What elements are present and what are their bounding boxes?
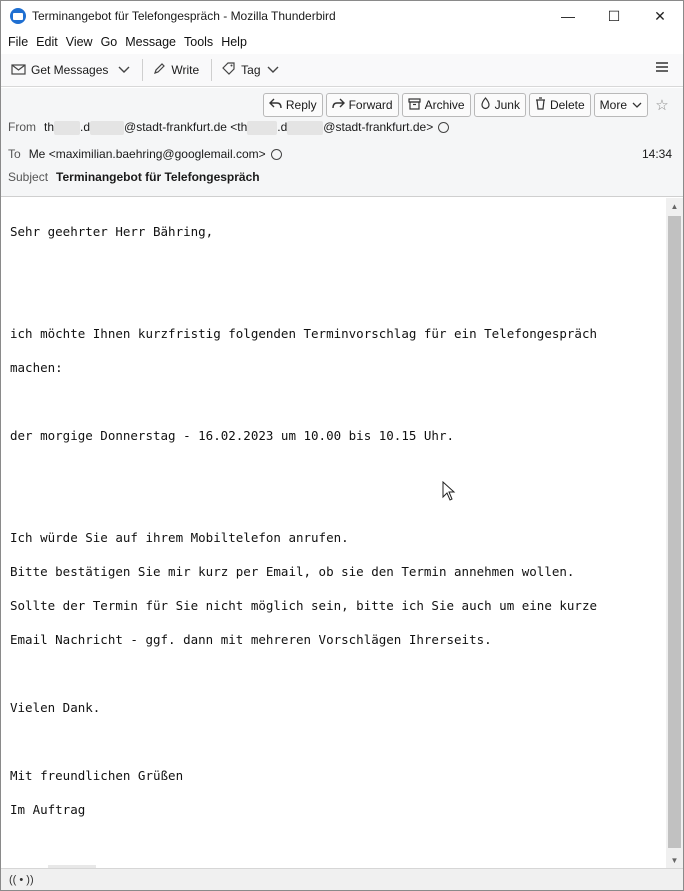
blank-line	[10, 393, 657, 410]
forward-arrow-icon	[332, 98, 345, 112]
body-line: Bitte bestätigen Sie mir kurz per Email, ob sie den Termin annehmen wollen.	[10, 564, 575, 579]
from-label: From	[8, 120, 36, 135]
from-prefix: th	[44, 120, 55, 134]
body-line: Vielen Dank.	[10, 700, 101, 715]
scroll-up-icon[interactable]: ▲	[670, 201, 679, 211]
thunderbird-logo-icon	[10, 8, 26, 24]
mouse-cursor-icon	[442, 481, 456, 501]
redaction-block	[54, 121, 80, 135]
more-button[interactable]	[594, 93, 648, 117]
from-mid: .d	[80, 120, 91, 134]
blank-line	[10, 665, 657, 682]
message-header-pane	[1, 88, 683, 197]
close-button[interactable]: ✕	[654, 7, 666, 24]
blank-line	[10, 257, 657, 274]
reply-label: Reply	[285, 98, 317, 112]
online-status-icon[interactable]: (( • ))	[9, 873, 34, 886]
window-controls	[545, 1, 683, 31]
from-value[interactable]	[44, 120, 433, 135]
message-body	[1, 198, 666, 868]
body-line: Ich würde Sie auf ihrem Mobiltelefon anrufen.	[10, 530, 349, 545]
toolbar-separator	[142, 59, 143, 81]
tag-icon	[222, 62, 236, 78]
subject-label: Subject	[8, 170, 49, 184]
menu-file[interactable]: File	[8, 35, 29, 49]
body-line: ich möchte Ihnen kurzfristig folgenden Terminvorschlag für ein Telefongespräch	[10, 326, 597, 341]
junk-flame-icon	[480, 97, 491, 113]
minimize-button[interactable]: —	[561, 8, 575, 24]
forward-button[interactable]	[326, 93, 399, 117]
status-bar	[1, 868, 683, 890]
app-menu-button[interactable]	[655, 60, 669, 78]
body-line: der morgige Donnerstag - 16.02.2023 um 10.00 bis 10.15 Uhr.	[10, 428, 455, 443]
from-domain: @stadt-frankfurt.de <th	[124, 120, 248, 134]
get-messages-dropdown[interactable]	[114, 57, 134, 83]
archive-label: Archive	[424, 98, 465, 112]
star-icon: ☆	[655, 97, 669, 114]
redaction-block	[90, 121, 124, 135]
scroll-thumb[interactable]	[668, 216, 681, 848]
delete-button[interactable]	[529, 93, 591, 117]
main-toolbar	[1, 54, 683, 87]
reply-button[interactable]	[263, 93, 323, 117]
body-line: machen:	[10, 360, 63, 375]
menu-tools[interactable]: Tools	[184, 35, 214, 49]
menu-edit[interactable]: Edit	[36, 35, 58, 49]
chevron-down-icon	[267, 63, 279, 77]
blank-line	[10, 461, 657, 478]
chevron-down-icon	[632, 98, 642, 112]
inbox-download-icon	[11, 62, 26, 78]
tag-label: Tag	[241, 63, 261, 77]
to-label: To	[8, 147, 21, 161]
pencil-icon	[153, 62, 166, 78]
body-line: Im Auftrag	[10, 802, 86, 817]
redaction-block	[247, 121, 277, 135]
redaction-block	[287, 121, 323, 135]
window-title: Terminangebot für Telefongespräch - Mozilla Thunderbird	[32, 9, 336, 23]
more-label: More	[599, 98, 627, 112]
hamburger-menu-icon	[655, 60, 669, 77]
get-messages-button[interactable]	[7, 57, 112, 83]
vertical-scrollbar[interactable]	[666, 198, 683, 868]
body-line: Mit freundlichen Grüßen	[10, 768, 184, 783]
contact-icon[interactable]	[438, 122, 449, 133]
to-value[interactable]: Me <maximilian.baehring@googlemail.com>	[28, 147, 266, 161]
delete-label: Delete	[549, 98, 585, 112]
tag-button[interactable]	[218, 57, 282, 83]
trash-icon	[535, 97, 546, 113]
title-bar	[1, 1, 683, 31]
scroll-down-icon[interactable]: ▼	[670, 855, 679, 865]
menu-help[interactable]: Help	[221, 35, 247, 49]
write-label: Write	[171, 63, 200, 77]
star-button[interactable]	[651, 93, 673, 117]
blank-line	[10, 835, 657, 852]
forward-label: Forward	[348, 98, 393, 112]
menu-bar	[1, 31, 683, 53]
to-row	[8, 147, 282, 161]
from-mid2: .d	[277, 120, 288, 134]
body-line: Email Nachricht - ggf. dann mit mehreren Vorschlägen Ihrerseits.	[10, 632, 492, 647]
blank-line	[10, 495, 657, 512]
get-messages-label: Get Messages	[31, 63, 109, 77]
reply-arrow-icon	[269, 98, 282, 112]
blank-line	[10, 291, 657, 308]
toolbar-separator	[211, 59, 212, 81]
menu-view[interactable]: View	[65, 35, 93, 49]
body-line: Sehr geehrter Herr Bähring,	[10, 224, 214, 239]
contact-icon[interactable]	[271, 149, 282, 160]
maximize-button[interactable]: ☐	[607, 7, 621, 24]
archive-button[interactable]	[402, 93, 471, 117]
menu-message[interactable]: Message	[125, 35, 176, 49]
from-end: @stadt-frankfurt.de>	[323, 120, 434, 134]
junk-button[interactable]	[474, 93, 526, 117]
chevron-down-icon	[118, 63, 130, 77]
blank-line	[10, 733, 657, 750]
message-actions	[263, 93, 673, 117]
menu-go[interactable]: Go	[100, 35, 118, 49]
junk-label: Junk	[494, 98, 520, 112]
message-time: 14:34	[641, 147, 672, 161]
from-row	[8, 120, 449, 135]
archive-box-icon	[408, 98, 421, 113]
write-button[interactable]	[149, 57, 203, 83]
subject-value: Terminangebot für Telefongespräch	[56, 170, 260, 184]
subject-row	[8, 170, 260, 184]
body-line: Sollte der Termin für Sie nicht möglich sein, bitte ich Sie auch um eine kurze	[10, 598, 597, 613]
